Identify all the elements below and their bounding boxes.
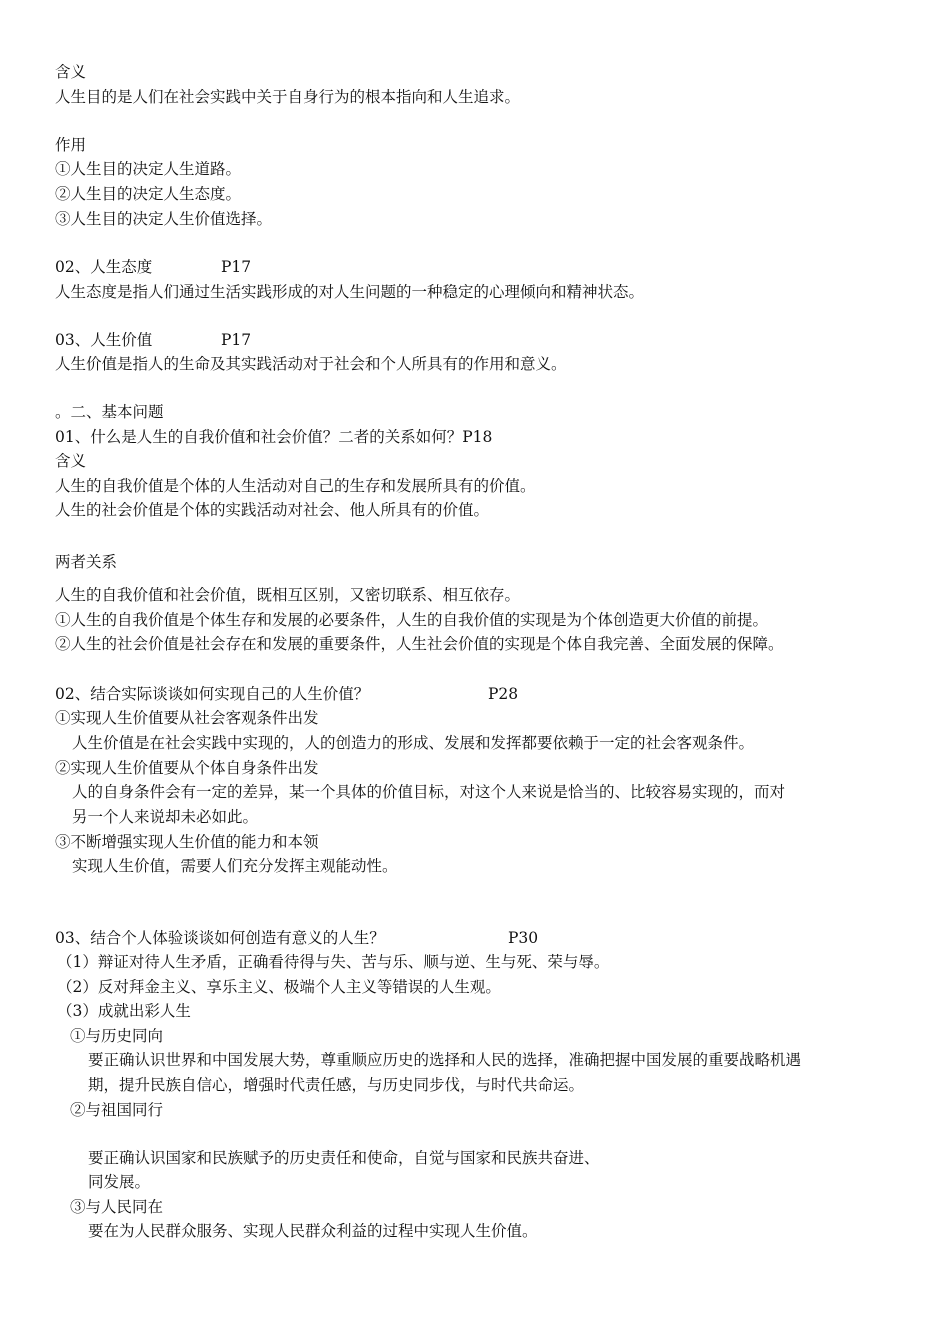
- sub-item: ①与历史同向: [70, 1027, 164, 1045]
- section-title: 03、人生价值: [55, 331, 153, 349]
- list-item: （2）反对拜金主义、享乐主义、极端个人主义等错误的人生观。: [57, 978, 501, 996]
- heading-meaning: 含义: [55, 63, 87, 81]
- heading-relation: 两者关系: [55, 553, 118, 571]
- paragraph: 要正确认识世界和中国发展大势，尊重顺应历史的选择和人民的选择，准确把握中国发展的重要战略机遇: [88, 1051, 802, 1069]
- question-title: 03、结合个人体验谈谈如何创造有意义的人生？: [55, 929, 385, 947]
- page-ref: P28: [488, 685, 519, 703]
- paragraph: 人生价值是在社会实践中实现的，人的创造力的形成、发展和发挥都要依赖于一定的社会客观条件。: [72, 734, 755, 752]
- paragraph: 人的自身条件会有一定的差异，某一个具体的价值目标，对这个人来说是恰当的、比较容易实现的，而对: [72, 783, 786, 801]
- list-item: ②人生目的决定人生态度。: [55, 185, 242, 203]
- section-title: 02、人生态度: [55, 258, 153, 276]
- question: 01、什么是人生的自我价值和社会价值？二者的关系如何？P18: [55, 428, 493, 446]
- paragraph: 同发展。: [88, 1173, 151, 1191]
- paragraph: 要正确认识国家和民族赋予的历史责任和使命，自觉与国家和民族共奋进、: [88, 1149, 600, 1167]
- paragraph: 人生价值是指人的生命及其实践活动对于社会和个人所具有的作用和意义。: [55, 355, 567, 373]
- paragraph: 人生目的是人们在社会实践中关于自身行为的根本指向和人生追求。: [55, 88, 521, 106]
- question-title: 02、结合实际谈谈如何实现自己的人生价值？: [55, 685, 370, 703]
- page-ref: P30: [508, 929, 539, 947]
- list-item: ①实现人生价值要从社会客观条件出发: [55, 709, 319, 727]
- section-heading: [55, 257, 251, 277]
- paragraph: 人生的自我价值是个体的人生活动对自己的生存和发展所具有的价值。: [55, 477, 536, 495]
- paragraph: 期，提升民族自信心，增强时代责任感，与历史同步伐，与时代共命运。: [88, 1076, 585, 1094]
- paragraph: 要在为人民群众服务、实现人民群众利益的过程中实现人生价值。: [88, 1222, 538, 1240]
- question: [55, 684, 518, 704]
- paragraph: 实现人生价值，需要人们充分发挥主观能动性。: [72, 857, 398, 875]
- list-item: （1）辩证对待人生矛盾，正确看待得与失、苦与乐、顺与逆、生与死、荣与辱。: [57, 953, 610, 971]
- question: [55, 928, 538, 948]
- list-item: ②人生的社会价值是社会存在和发展的重要条件，人生社会价值的实现是个体自我完善、全面发展的保障。: [55, 635, 784, 653]
- sub-item: ③与人民同在: [70, 1198, 164, 1216]
- list-item: ③不断增强实现人生价值的能力和本领: [55, 833, 319, 851]
- list-item: ①人生的自我价值是个体生存和发展的必要条件，人生的自我价值的实现是为个体创造更大价值的前提。: [55, 611, 769, 629]
- page-ref: P17: [221, 331, 252, 349]
- heading-function: 作用: [55, 136, 87, 154]
- chapter-heading: 。二、基本问题: [55, 403, 164, 421]
- list-item: ②实现人生价值要从个体自身条件出发: [55, 759, 319, 777]
- heading-meaning: 含义: [55, 452, 87, 470]
- paragraph: 人生态度是指人们通过生活实践形成的对人生问题的一种稳定的心理倾向和精神状态。: [55, 283, 645, 301]
- page-ref: P17: [221, 258, 252, 276]
- section-heading: [55, 330, 251, 350]
- paragraph: 另一个人来说却未必如此。: [72, 808, 259, 826]
- list-item: ①人生目的决定人生道路。: [55, 160, 242, 178]
- list-item: ③人生目的决定人生价值选择。: [55, 210, 273, 228]
- paragraph: 人生的社会价值是个体的实践活动对社会、他人所具有的价值。: [55, 501, 490, 519]
- sub-item: ②与祖国同行: [70, 1101, 164, 1119]
- list-item: （3）成就出彩人生: [57, 1002, 191, 1020]
- paragraph: 人生的自我价值和社会价值，既相互区别，又密切联系、相互依存。: [55, 586, 521, 604]
